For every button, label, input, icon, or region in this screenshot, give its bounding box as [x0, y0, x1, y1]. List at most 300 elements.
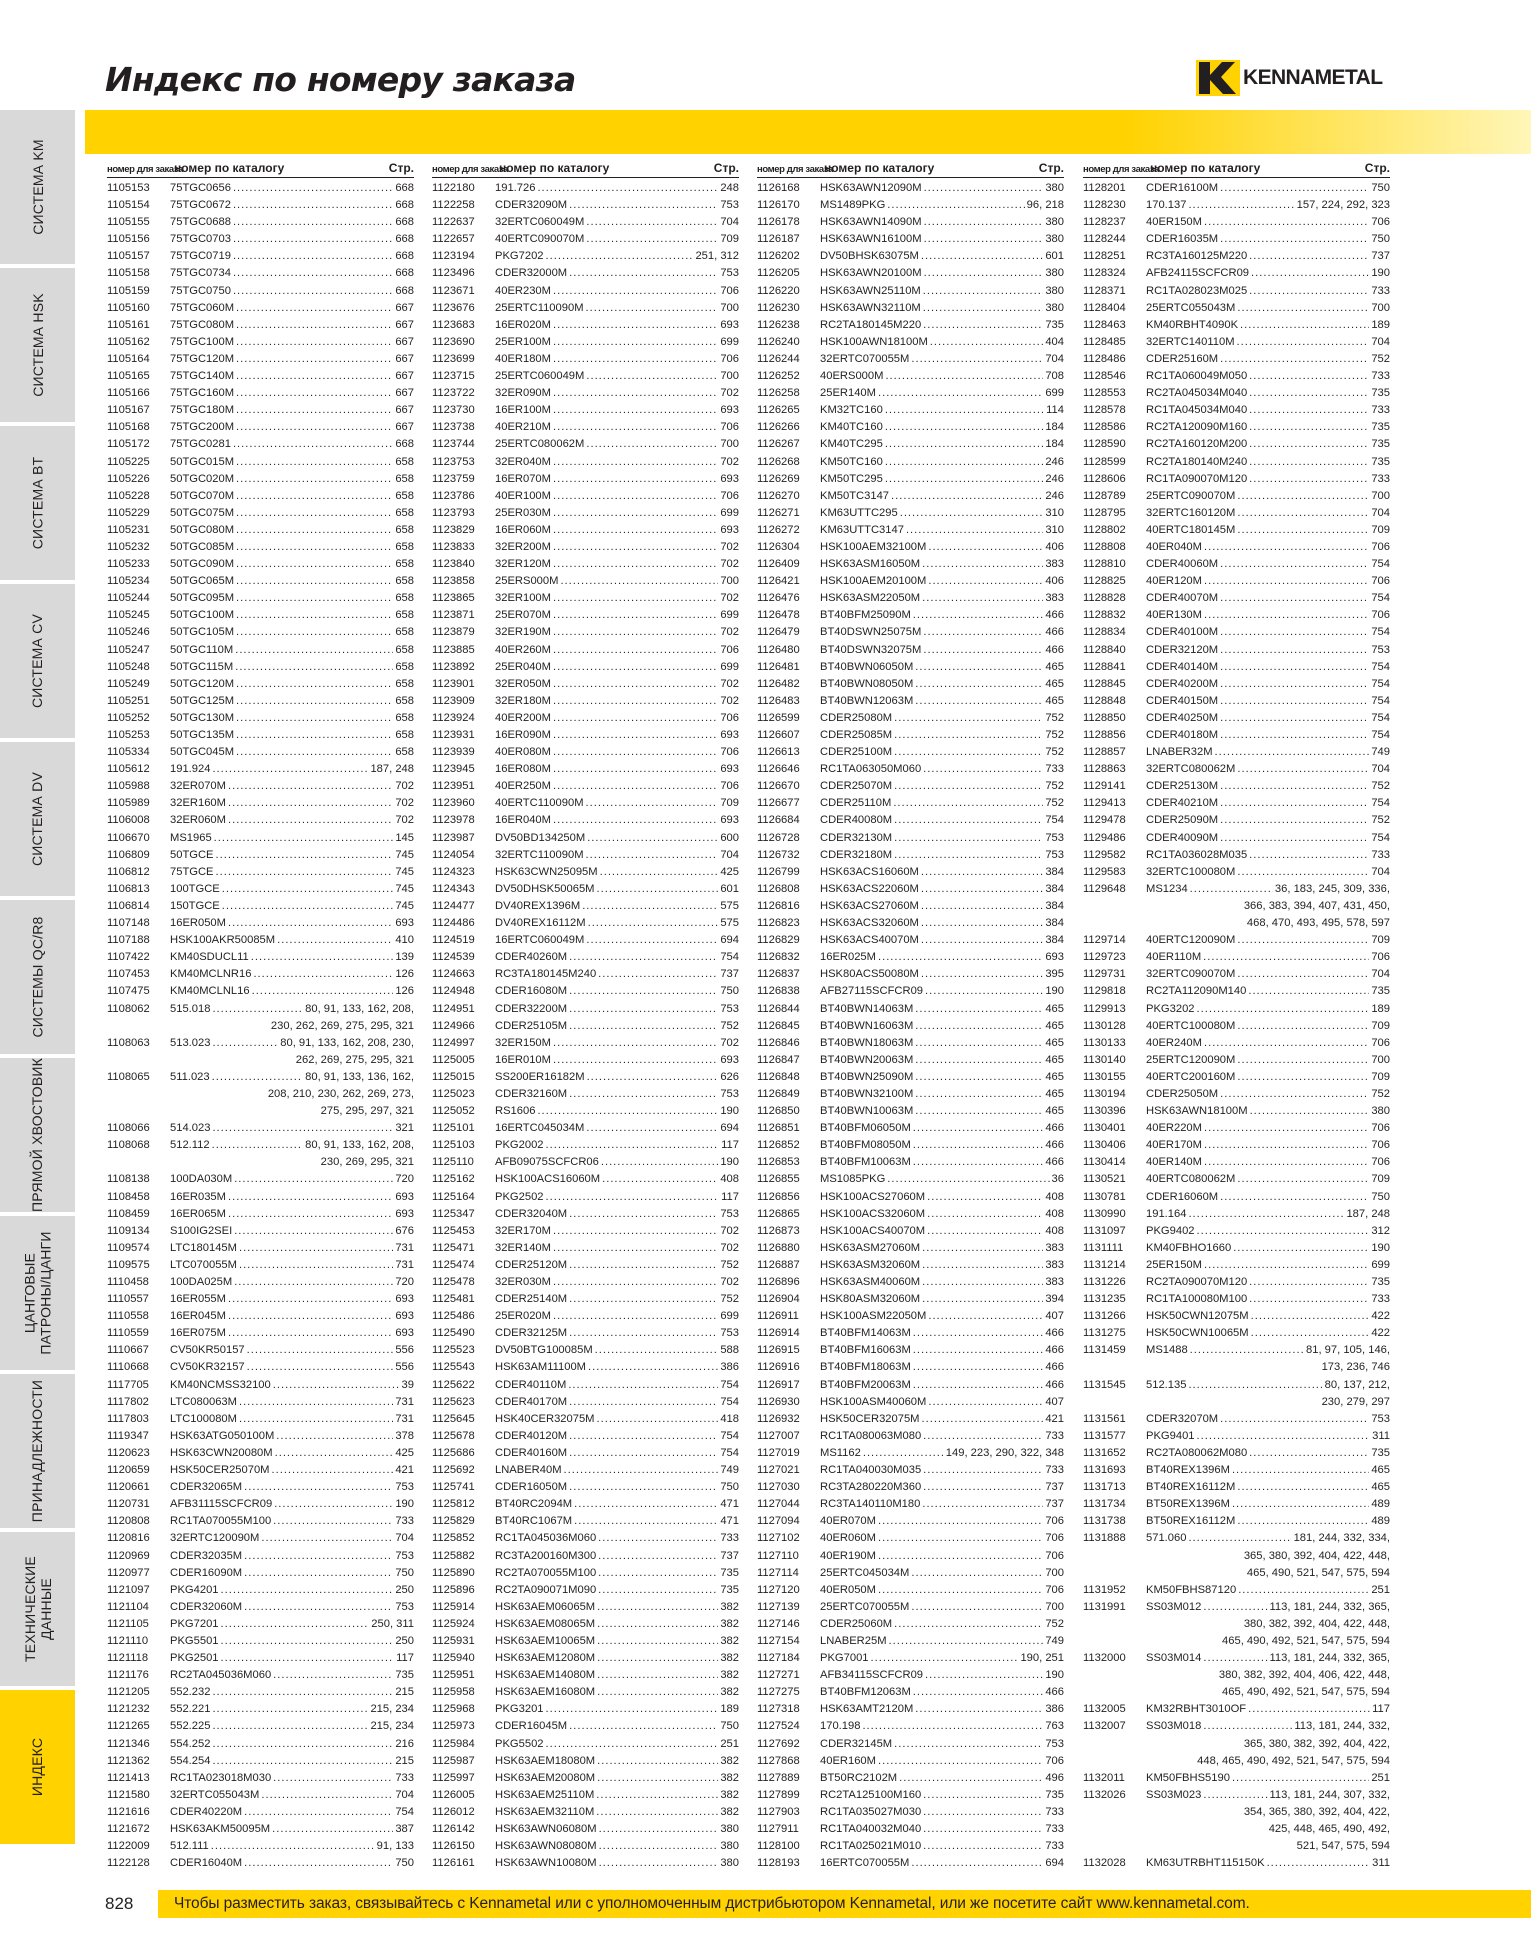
index-row: [432, 1325, 739, 1342]
dot-leader: [244, 1804, 393, 1821]
catalog-number: 32ERTC060049M: [495, 216, 585, 229]
section-tab-label: ПРЯМОЙ ХВОСТОВИК: [29, 1057, 46, 1213]
catalog-number: CDER32145M: [820, 1737, 893, 1750]
index-row: [107, 488, 414, 505]
index-row: [432, 710, 739, 727]
index-row: [107, 1035, 414, 1052]
page-refs: 658: [395, 711, 414, 724]
order-number: 1105228: [107, 489, 150, 502]
page-refs: 149, 223, 290, 322, 348: [945, 1446, 1064, 1459]
page-refs: 735: [1371, 438, 1390, 451]
section-tab-label: ИНДЕКС: [29, 1737, 46, 1797]
index-row: [432, 1838, 739, 1855]
page-refs: 702: [720, 694, 739, 707]
catalog-number: BT40BFM18063M: [820, 1361, 911, 1374]
catalog-number: 552.225: [170, 1720, 211, 1733]
index-row: [757, 1718, 1064, 1735]
index-row: [107, 1479, 414, 1496]
catalog-number: RC1TA063050M060: [820, 763, 922, 776]
index-row: [1083, 1069, 1390, 1086]
order-number: 1126911: [757, 1310, 799, 1323]
catalog-number: 40ERTC110090M: [495, 797, 584, 810]
order-number: 1126269: [757, 472, 800, 485]
order-number: 1108062: [107, 1002, 150, 1015]
catalog-number: HSK63AEM32110M: [495, 1805, 595, 1818]
order-number: 1131652: [1083, 1446, 1126, 1459]
order-number: 1123715: [432, 370, 475, 383]
page-refs: 735: [720, 1566, 739, 1579]
order-number: 1123858: [432, 575, 475, 588]
page-refs: 311: [1372, 1429, 1390, 1442]
index-row: [1083, 676, 1390, 693]
index-row: [1083, 402, 1390, 419]
index-row: [107, 1411, 414, 1428]
catalog-number: HSK63AEM06065M: [495, 1600, 596, 1613]
order-number: 1127903: [757, 1805, 800, 1818]
page-refs: 706: [720, 352, 739, 365]
catalog-number: 40ER220M: [1146, 1122, 1202, 1135]
index-row: [107, 1445, 414, 1462]
section-tab[interactable]: [0, 1058, 75, 1215]
order-number: 1132000: [1083, 1652, 1126, 1665]
index-row: [432, 1171, 739, 1188]
dot-leader: [922, 1291, 1043, 1308]
order-number: 1128324: [1083, 267, 1126, 280]
catalog-number: MS1965: [170, 831, 212, 844]
order-number: 1105164: [107, 352, 150, 365]
dot-leader: [1267, 1855, 1371, 1872]
dot-leader: [569, 1257, 718, 1274]
order-number: 1126850: [757, 1105, 800, 1118]
page-refs: 465: [1045, 677, 1064, 690]
catalog-number: RC2TA125100M160: [820, 1788, 922, 1801]
catalog-number: CDER25130M: [1146, 780, 1219, 793]
page-refs: 408: [1045, 1207, 1064, 1220]
catalog-number: KM63UTTC3147: [820, 523, 904, 536]
dot-leader: [564, 1462, 719, 1479]
dot-leader: [569, 1445, 718, 1462]
dot-leader: [233, 197, 393, 214]
order-number: 1125852: [432, 1532, 475, 1545]
index-row: [432, 1718, 739, 1735]
page-refs: 702: [720, 540, 739, 553]
index-row: [757, 915, 1064, 932]
catalog-number: 50TGC120M: [170, 677, 235, 690]
dot-leader: [586, 932, 718, 949]
catalog-number: 50TGC095M: [170, 592, 235, 605]
order-number: 1128201: [1083, 182, 1126, 194]
index-row: [107, 983, 414, 1000]
catalog-number: 32ER170M: [495, 1224, 551, 1237]
page-refs: 735: [720, 1583, 739, 1596]
page-refs: 39: [401, 1378, 414, 1391]
catalog-number: 16ER055M: [170, 1293, 226, 1306]
dot-leader: [553, 402, 718, 419]
dot-leader: [921, 915, 1043, 932]
page-refs: 384: [1045, 917, 1064, 930]
index-row: [107, 522, 414, 539]
dot-leader: [586, 847, 719, 864]
catalog-number: 150TGCE: [170, 899, 220, 912]
dot-leader: [1220, 676, 1369, 693]
page-refs: 676: [395, 1224, 414, 1237]
index-row: [1083, 966, 1390, 983]
dot-leader: [1220, 231, 1369, 248]
dot-leader: [601, 1154, 718, 1171]
catalog-number: HSK63ACS16060M: [820, 865, 919, 878]
index-row: [757, 1855, 1064, 1872]
catalog-number: CDER25050M: [1146, 1087, 1219, 1100]
catalog-number: 571.060: [1146, 1532, 1187, 1545]
index-row: [757, 1428, 1064, 1445]
section-tab[interactable]: [0, 268, 75, 425]
page-refs: 694: [1045, 1857, 1064, 1870]
catalog-number: BT50RC2102M: [820, 1771, 898, 1784]
index-row: [1083, 744, 1390, 761]
dot-leader: [597, 1684, 718, 1701]
page-refs: 383: [1045, 592, 1064, 605]
dot-leader: [1237, 932, 1369, 949]
order-number: 1122128: [107, 1857, 150, 1870]
index-row: [1083, 1171, 1390, 1188]
order-number: 1123730: [432, 404, 475, 417]
order-number: 1126005: [432, 1788, 475, 1801]
dot-leader: [244, 1548, 393, 1565]
order-number: 1120659: [107, 1464, 150, 1477]
index-row: [107, 1684, 414, 1701]
dot-leader: [602, 1171, 718, 1188]
dot-leader: [546, 1137, 720, 1154]
page-refs: 754: [1371, 797, 1390, 810]
catalog-number: CDER32160M: [495, 1087, 568, 1100]
index-row: [432, 300, 739, 317]
page-refs: 465: [1045, 1002, 1064, 1015]
page-refs: 114: [1046, 404, 1064, 417]
catalog-number: RC1TA040032M040: [820, 1823, 922, 1835]
catalog-number: BT40RC1067M: [495, 1515, 573, 1528]
section-tab[interactable]: [0, 900, 75, 1057]
dot-leader: [569, 949, 718, 966]
index-row: [432, 1189, 739, 1206]
page-refs: 706: [1045, 1583, 1064, 1596]
page-refs: 752: [1045, 797, 1064, 810]
dot-leader: [236, 693, 393, 710]
order-number: 1123885: [432, 643, 475, 656]
catalog-number: HSK100ACS16060M: [495, 1173, 601, 1186]
dot-leader: [1237, 761, 1369, 778]
catalog-number: RC3TA200160M300: [495, 1549, 597, 1562]
dot-leader: [1220, 590, 1369, 607]
dot-leader: [878, 1530, 1043, 1547]
index-row: [432, 1445, 739, 1462]
page-refs: 378: [395, 1429, 414, 1442]
page-refs: 709: [720, 233, 739, 246]
dot-leader: [923, 1804, 1043, 1821]
order-number: 1126480: [757, 643, 800, 656]
catalog-number: KM50FBHS5190: [1146, 1771, 1230, 1784]
index-row: [757, 1513, 1064, 1530]
dot-leader: [921, 881, 1043, 898]
order-number: 1124951: [432, 1002, 475, 1015]
catalog-number: 75TGC0750: [170, 284, 231, 297]
dot-leader: [922, 1274, 1043, 1291]
index-row: [107, 693, 414, 710]
section-tab[interactable]: [0, 1690, 75, 1847]
page-refs: 753: [395, 1481, 414, 1494]
catalog-number: RC2TA090071M090: [495, 1583, 597, 1596]
index-row: [107, 864, 414, 881]
index-row: [757, 1753, 1064, 1770]
index-row: [1083, 1103, 1390, 1120]
index-row: [1083, 1462, 1390, 1479]
page-refs: 145: [395, 831, 414, 844]
page-refs: 706: [720, 489, 739, 502]
dot-leader: [236, 539, 393, 556]
index-row: [757, 1052, 1064, 1069]
page-refs: 693: [720, 814, 739, 827]
catalog-number: CV50KR50157: [170, 1344, 245, 1357]
index-row: [432, 898, 739, 915]
catalog-number: 191.164: [1146, 1207, 1187, 1220]
index-row: [757, 1189, 1064, 1206]
section-tab[interactable]: [0, 1532, 75, 1689]
catalog-number: HSK63AWN14090M: [820, 216, 922, 229]
index-row: [432, 1633, 739, 1650]
dot-leader: [553, 1035, 718, 1052]
index-row: [757, 1137, 1064, 1154]
dot-leader: [915, 1103, 1043, 1120]
catalog-number: 75TGC100M: [170, 335, 235, 348]
dot-leader: [871, 1650, 1019, 1667]
catalog-number-header: номер по каталогу: [174, 161, 285, 175]
page-refs: 216: [395, 1737, 414, 1750]
page-refs: 693: [395, 1293, 414, 1306]
dot-leader: [1233, 1240, 1369, 1257]
order-number: 1123987: [432, 831, 475, 844]
order-number: 1125110: [432, 1156, 474, 1169]
page-refs: 749: [1371, 746, 1390, 759]
page-refs: 117: [396, 1652, 414, 1665]
catalog-number: CDER40060M: [1146, 558, 1219, 571]
index-row: [107, 1001, 414, 1018]
catalog-number: 75TGC0656: [170, 182, 231, 194]
dot-leader: [1204, 539, 1369, 556]
index-row: [432, 1684, 739, 1701]
order-number: 1126178: [757, 216, 800, 229]
order-number: 1126880: [757, 1241, 800, 1254]
index-row: [757, 710, 1064, 727]
page-refs: 425: [395, 1446, 414, 1459]
dot-leader: [894, 812, 1043, 829]
dot-leader: [236, 317, 393, 334]
dot-leader: [228, 812, 393, 829]
catalog-number: RC1TA040030M035: [820, 1464, 922, 1477]
index-row: [107, 1018, 414, 1035]
page-refs: 700: [720, 370, 739, 383]
dot-leader: [913, 1325, 1044, 1342]
index-row: [432, 1120, 739, 1137]
order-number: 1121413: [107, 1771, 150, 1784]
index-row: [1083, 642, 1390, 659]
page-refs: 382: [720, 1652, 739, 1665]
order-number: 1126646: [757, 763, 800, 776]
order-number: 1128586: [1083, 421, 1126, 434]
dot-leader: [925, 983, 1043, 1000]
catalog-number: 50TGC125M: [170, 694, 235, 707]
order-number: 1126852: [757, 1139, 800, 1152]
catalog-number: 40ERTC100080M: [1146, 1019, 1236, 1032]
order-number: 1126887: [757, 1258, 800, 1271]
dot-leader: [923, 761, 1043, 778]
dot-leader: [553, 624, 718, 641]
index-row: [757, 265, 1064, 282]
order-number: 1121176: [107, 1669, 149, 1682]
index-row: [1083, 265, 1390, 282]
order-number: 1128832: [1083, 609, 1126, 622]
index-row: [757, 1445, 1064, 1462]
catalog-number: HSK100ACS27060M: [820, 1190, 926, 1203]
index-row: [107, 385, 414, 402]
catalog-number: HSK100ASM22050M: [820, 1310, 927, 1323]
page-refs: 706: [720, 421, 739, 434]
dot-leader: [923, 642, 1043, 659]
dot-leader: [247, 1359, 394, 1376]
catalog-number: CDER25105M: [495, 1019, 568, 1032]
dot-leader: [234, 1223, 393, 1240]
dot-leader: [553, 471, 718, 488]
page-refs: 745: [395, 882, 414, 895]
index-row: [107, 642, 414, 659]
catalog-number: HSK63AEM14080M: [495, 1669, 596, 1682]
section-tab[interactable]: [0, 742, 75, 899]
catalog-number: KM50TC295: [820, 472, 883, 485]
order-number: 1105167: [107, 404, 150, 417]
index-row: [107, 795, 414, 812]
index-row: [432, 1086, 739, 1103]
dot-leader: [273, 1770, 393, 1787]
page-refs: 600: [720, 831, 739, 844]
order-number: 1122637: [432, 216, 475, 229]
page-refs: 754: [395, 1805, 414, 1818]
catalog-number: CDER40200M: [1146, 677, 1219, 690]
page-refs: 471: [720, 1515, 739, 1528]
order-number: 1105225: [107, 455, 150, 468]
catalog-number: HSK63ASM22050M: [820, 592, 921, 605]
order-number: 1105157: [107, 250, 150, 263]
order-number: 1106670: [107, 831, 150, 844]
index-row: [1083, 1342, 1390, 1359]
catalog-number: 25ERTC090070M: [1146, 489, 1236, 502]
page-refs: 465: [1045, 1070, 1064, 1083]
order-number: 1128606: [1083, 472, 1126, 485]
index-row: [1083, 539, 1390, 556]
dot-leader: [1249, 1291, 1369, 1308]
page-refs: 702: [720, 592, 739, 605]
section-tab[interactable]: [0, 426, 75, 583]
catalog-number: MS1234: [1146, 882, 1188, 895]
index-row: [757, 864, 1064, 881]
catalog-number: PKG9402: [1146, 1224, 1195, 1237]
dot-leader: [1232, 1496, 1369, 1513]
index-row: [432, 539, 739, 556]
catalog-number: 40ER050M: [820, 1583, 876, 1596]
page-refs: 407: [1045, 1310, 1064, 1323]
page-refs: 706: [720, 711, 739, 724]
order-number: 1132007: [1083, 1720, 1126, 1733]
index-row: [432, 812, 739, 829]
catalog-number: KM40FBHO1660: [1146, 1241, 1232, 1254]
page-refs: 658: [395, 592, 414, 605]
catalog-number: RC1TA100080M100: [1146, 1293, 1248, 1306]
catalog-number: 170.137: [1146, 199, 1187, 212]
catalog-number: 16ERTC070055M: [820, 1857, 910, 1870]
dot-leader: [239, 1257, 393, 1274]
dot-leader: [1220, 1411, 1369, 1428]
page-refs: 465: [1045, 1053, 1064, 1066]
page-refs: 754: [1371, 660, 1390, 673]
catalog-number: 16ER065M: [170, 1207, 226, 1220]
index-row: [1083, 1718, 1390, 1735]
section-tab[interactable]: [0, 1216, 75, 1373]
index-row: [432, 1496, 739, 1513]
order-number: 1128840: [1083, 643, 1126, 656]
catalog-number: 32ER070M: [170, 780, 226, 793]
catalog-number: KM40MCLNR16: [170, 968, 252, 981]
index-row: [1083, 778, 1390, 795]
order-number: 1107148: [107, 917, 150, 930]
order-number: 1126816: [757, 899, 800, 912]
section-tab[interactable]: [0, 1374, 75, 1531]
catalog-number: RC2TA070055M100: [495, 1566, 597, 1579]
dot-leader: [553, 1240, 718, 1257]
catalog-number: 25ER100M: [495, 335, 551, 348]
order-number: 1131991: [1083, 1600, 1126, 1613]
index-row: [432, 385, 739, 402]
page-refs: 380: [1045, 284, 1064, 297]
catalog-number: CDER40120M: [495, 1429, 568, 1442]
page-refs: 251: [720, 1737, 739, 1750]
dot-leader: [234, 1171, 393, 1188]
catalog-number: CDER16050M: [495, 1481, 568, 1494]
index-row: [757, 1667, 1064, 1684]
order-number: 1126244: [757, 352, 800, 365]
section-tab[interactable]: [0, 584, 75, 741]
page-refs: 733: [1371, 284, 1390, 297]
order-number: 1127184: [757, 1652, 800, 1665]
catalog-number: 40ERTC080062M: [1146, 1173, 1236, 1186]
page-footer: [0, 1888, 1531, 1920]
catalog-number: RC1TA036028M035: [1146, 848, 1248, 861]
dot-leader: [1237, 1018, 1369, 1035]
index-row: [757, 214, 1064, 231]
order-number: 1128795: [1083, 506, 1126, 519]
page-refs: 408: [1045, 1224, 1064, 1237]
index-row: [1083, 1821, 1390, 1838]
section-tab-label: СИСТЕМА KM: [29, 139, 46, 235]
index-row: [107, 1753, 414, 1770]
catalog-number: HSK63AEM12080M: [495, 1652, 596, 1665]
dot-leader: [924, 180, 1044, 197]
dot-leader: [1237, 488, 1369, 505]
catalog-number: PKG3202: [1146, 1002, 1195, 1015]
order-number: 1119347: [107, 1429, 149, 1442]
catalog-number: CDER40250M: [1146, 711, 1219, 724]
catalog-number: 50TGC135M: [170, 729, 235, 741]
page-refs: 754: [720, 1446, 739, 1459]
section-tab[interactable]: [0, 110, 75, 267]
catalog-number: AFB34115SCFCR09: [820, 1669, 924, 1682]
index-row: [432, 1308, 739, 1325]
